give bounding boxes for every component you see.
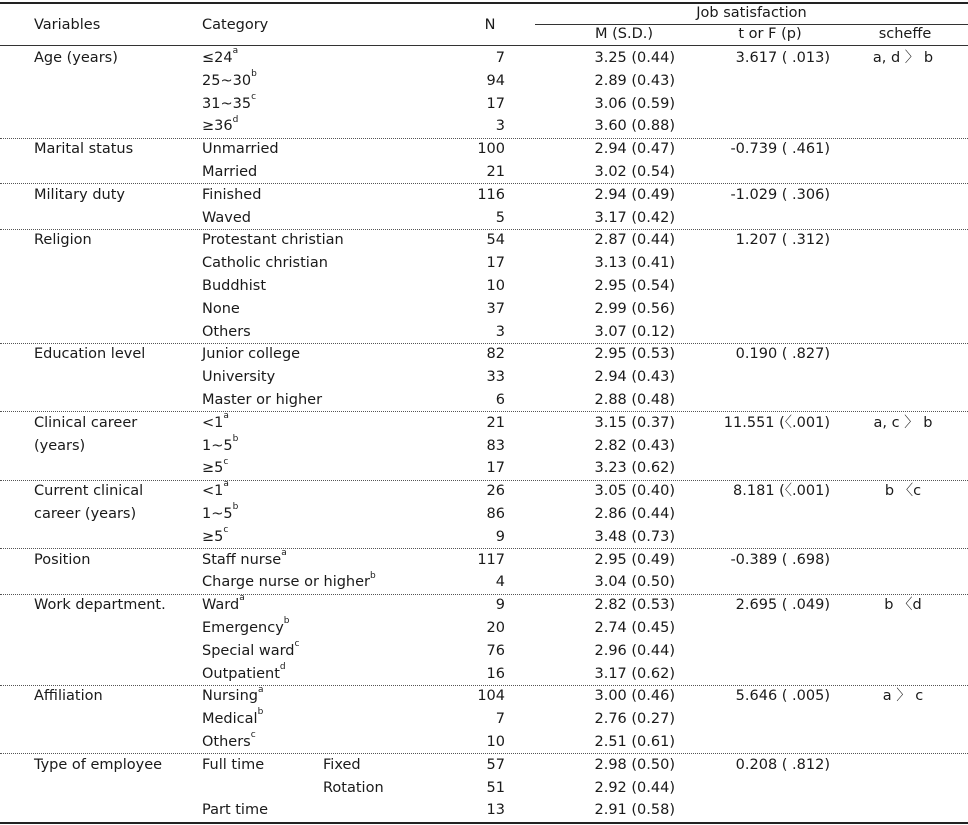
header-job-satisfaction: Job satisfaction <box>696 5 807 21</box>
mean-sd-cell: 2.89 (0.43) <box>594 72 675 89</box>
mean-sd-cell: 2.82 (0.53) <box>594 597 675 614</box>
category-cell: Waved <box>202 209 252 226</box>
category-cell: 1~5$^b$ <box>202 502 239 522</box>
n-cell: 7 <box>495 50 505 66</box>
n-cell: 37 <box>486 300 505 317</box>
n-cell: 17 <box>486 255 505 272</box>
n-cell: 4 <box>495 574 505 591</box>
mean-sd-cell: 2.98 (0.50) <box>594 756 675 773</box>
category-cell: Ward$^a$ <box>202 593 245 614</box>
variable-label: Religion <box>34 232 92 249</box>
header-variables: Variables <box>34 17 101 33</box>
header-category: Category <box>202 17 269 33</box>
category-cell: Others <box>202 323 251 340</box>
mean-sd-cell: 2.51 (0.61) <box>594 734 675 750</box>
scheffe-cell: a, c 〉 b <box>873 414 933 431</box>
variable-label: Clinical career <box>34 414 138 431</box>
subcategory-cell: Rotation <box>323 779 384 796</box>
n-cell: 20 <box>486 620 505 636</box>
footnote-marker: c <box>223 524 229 535</box>
variable-label: Marital status <box>34 141 134 158</box>
header-mean-sd: M (S.D.) <box>594 26 654 42</box>
mean-sd-cell: 2.94 (0.47) <box>594 141 675 158</box>
n-cell: 100 <box>477 141 505 158</box>
mean-sd-cell: 3.07 (0.12) <box>594 323 675 340</box>
mean-sd-cell: 2.95 (0.53) <box>594 346 675 363</box>
category-cell: Full time <box>202 756 265 773</box>
t-or-f-cell: -1.029 ( .306) <box>730 186 830 203</box>
mean-sd-cell: 3.04 (0.50) <box>594 574 675 591</box>
t-or-f-cell: 8.181 (〈.001) <box>733 483 830 500</box>
category-cell: Others$^c$ <box>202 730 256 750</box>
category-cell: Outpatient$^d$ <box>202 661 286 682</box>
t-or-f-cell: 0.208 ( .812) <box>735 756 830 773</box>
footnote-marker: d <box>279 661 286 672</box>
mean-sd-cell: 3.25 (0.44) <box>594 50 675 66</box>
mean-sd-cell: 2.95 (0.49) <box>594 551 675 568</box>
header-scheffe: scheffe <box>878 26 932 42</box>
mean-sd-cell: 2.92 (0.44) <box>594 779 675 796</box>
variable-label: Education level <box>34 346 146 363</box>
t-or-f-cell: 1.207 ( .312) <box>735 232 830 249</box>
t-or-f-cell: 5.646 ( .005) <box>735 688 830 705</box>
variable-label: Age (years) <box>34 50 118 66</box>
header-t-or-f: t or F (p) <box>738 26 802 42</box>
n-cell: 9 <box>495 528 505 545</box>
mean-sd-cell: 3.06 (0.59) <box>594 95 675 112</box>
n-cell: 86 <box>486 506 505 522</box>
mean-sd-cell: 3.60 (0.88) <box>594 118 675 135</box>
mean-sd-cell: 2.96 (0.44) <box>594 642 675 659</box>
scheffe-cell: a 〉 c <box>882 688 924 705</box>
mean-sd-cell: 3.00 (0.46) <box>594 688 675 705</box>
mean-sd-cell: 2.87 (0.44) <box>594 232 675 249</box>
table-bottom-rule <box>0 822 968 824</box>
n-cell: 94 <box>486 72 505 89</box>
mean-sd-cell: 2.74 (0.45) <box>594 620 675 636</box>
category-cell: Special ward$^c$ <box>202 638 300 659</box>
n-cell: 10 <box>486 734 505 750</box>
mean-sd-cell: 3.15 (0.37) <box>594 414 675 431</box>
n-cell: 54 <box>486 232 505 249</box>
category-cell: University <box>202 369 276 386</box>
category-cell: Master or higher <box>202 392 323 408</box>
variable-label: Military duty <box>34 186 125 203</box>
n-cell: 51 <box>486 779 505 796</box>
category-cell: $\ge 5^c$ <box>202 524 229 545</box>
n-cell: 9 <box>495 597 505 614</box>
n-cell: 33 <box>486 369 505 386</box>
mean-sd-cell: 3.17 (0.42) <box>594 209 675 226</box>
footnote-marker: c <box>251 91 257 102</box>
footnote-marker: c <box>223 456 229 467</box>
variable-label: Affiliation <box>34 688 103 705</box>
n-cell: 21 <box>486 414 505 431</box>
scheffe-cell: a, d 〉 b <box>872 50 934 66</box>
t-or-f-cell: -0.739 ( .461) <box>730 141 830 158</box>
mean-sd-cell: 2.91 (0.58) <box>594 802 675 819</box>
category-cell: Buddhist <box>202 278 267 294</box>
n-cell: 26 <box>486 483 505 500</box>
mean-sd-cell: 3.23 (0.62) <box>594 460 675 477</box>
category-cell: $<1^a$ <box>202 410 229 431</box>
mean-sd-cell: 2.99 (0.56) <box>594 300 675 317</box>
footnote-marker: a <box>232 46 239 57</box>
mean-sd-cell: 3.02 (0.54) <box>594 164 675 180</box>
n-cell: 76 <box>486 642 505 659</box>
footnote-marker: a <box>281 547 287 558</box>
variable-label: Position <box>34 551 91 568</box>
category-cell: Charge nurse or higher$^b$ <box>202 570 376 591</box>
n-cell: 104 <box>477 688 505 705</box>
n-cell: 16 <box>486 665 505 682</box>
category-cell: $\ge 5^c$ <box>202 456 229 477</box>
variable-label: Work department. <box>34 597 166 614</box>
variable-label: Current clinical <box>34 483 144 500</box>
mean-sd-cell: 2.86 (0.44) <box>594 506 675 522</box>
mean-sd-cell: 3.17 (0.62) <box>594 665 675 682</box>
variable-label: Type of employee <box>34 756 163 773</box>
category-cell: 31~35$^c$ <box>202 91 257 112</box>
t-or-f-cell: 11.551 (〈.001) <box>723 414 830 431</box>
footnote-marker: a <box>223 479 229 490</box>
category-cell: Finished <box>202 186 262 203</box>
category-cell: Emergency$^b$ <box>202 616 290 636</box>
category-cell: Unmarried <box>202 141 279 158</box>
n-cell: 10 <box>486 278 505 294</box>
category-cell: $\ge 36^d$ <box>202 114 239 135</box>
variable-label: career (years) <box>34 506 137 522</box>
footnote-marker: b <box>370 570 376 581</box>
footnote-marker: a <box>257 684 264 695</box>
category-cell: $\le 24^a$ <box>202 46 239 66</box>
mean-sd-cell: 3.05 (0.40) <box>594 483 675 500</box>
category-cell: Part time <box>202 802 268 819</box>
footnote-marker: a <box>223 410 229 421</box>
category-cell: Nursing$^a$ <box>202 684 264 705</box>
footnote-marker: c <box>294 638 300 649</box>
n-cell: 7 <box>495 711 505 728</box>
footnote-marker: d <box>232 114 239 125</box>
category-cell: 25~30$^b$ <box>202 68 257 89</box>
mean-sd-cell: 2.76 (0.27) <box>594 711 675 728</box>
n-cell: 17 <box>486 460 505 477</box>
footnote-marker: b <box>257 707 264 718</box>
n-cell: 13 <box>486 802 505 819</box>
category-cell: Catholic christian <box>202 255 328 272</box>
t-or-f-cell: -0.389 ( .698) <box>730 551 830 568</box>
n-cell: 82 <box>486 346 505 363</box>
n-cell: 3 <box>495 323 505 340</box>
n-cell: 3 <box>495 118 505 135</box>
n-cell: 6 <box>495 392 505 408</box>
category-cell: Protestant christian <box>202 232 344 249</box>
mean-sd-cell: 2.88 (0.48) <box>594 392 675 408</box>
category-cell: 1~5$^b$ <box>202 433 239 454</box>
footnote-marker: c <box>250 730 256 741</box>
category-cell: Junior college <box>202 346 301 363</box>
footnote-marker: b <box>232 502 239 513</box>
mean-sd-cell: 3.48 (0.73) <box>594 528 675 545</box>
header-bottom-rule <box>0 45 968 46</box>
category-cell: Married <box>202 164 258 180</box>
t-or-f-cell: 0.190 ( .827) <box>735 346 830 363</box>
n-cell: 57 <box>486 756 505 773</box>
header-n: N <box>484 17 496 33</box>
category-cell: $<1^a$ <box>202 479 229 500</box>
n-cell: 17 <box>486 95 505 112</box>
n-cell: 116 <box>477 186 505 203</box>
mean-sd-cell: 3.13 (0.41) <box>594 255 675 272</box>
footnote-marker: b <box>283 616 290 627</box>
t-or-f-cell: 3.617 ( .013) <box>735 50 830 66</box>
footnote-marker: b <box>232 433 239 444</box>
mean-sd-cell: 2.94 (0.49) <box>594 186 675 203</box>
t-or-f-cell: 2.695 ( .049) <box>735 597 830 614</box>
category-cell: Medical$^b$ <box>202 707 264 728</box>
mean-sd-cell: 2.94 (0.43) <box>594 369 675 386</box>
scheffe-cell: b 〈d <box>884 597 922 614</box>
n-cell: 5 <box>495 209 505 226</box>
variable-label: (years) <box>34 437 86 454</box>
subcategory-cell: Fixed <box>323 756 361 773</box>
scheffe-cell: b 〈c <box>884 483 922 500</box>
n-cell: 117 <box>477 551 505 568</box>
footnote-marker: a <box>239 593 245 604</box>
footnote-marker: b <box>251 68 257 79</box>
mean-sd-cell: 2.95 (0.54) <box>594 278 675 294</box>
n-cell: 21 <box>486 164 505 180</box>
category-cell: None <box>202 300 240 317</box>
mean-sd-cell: 2.82 (0.43) <box>594 437 675 454</box>
n-cell: 83 <box>486 437 505 454</box>
category-cell: Staff nurse$^a$ <box>202 547 287 568</box>
